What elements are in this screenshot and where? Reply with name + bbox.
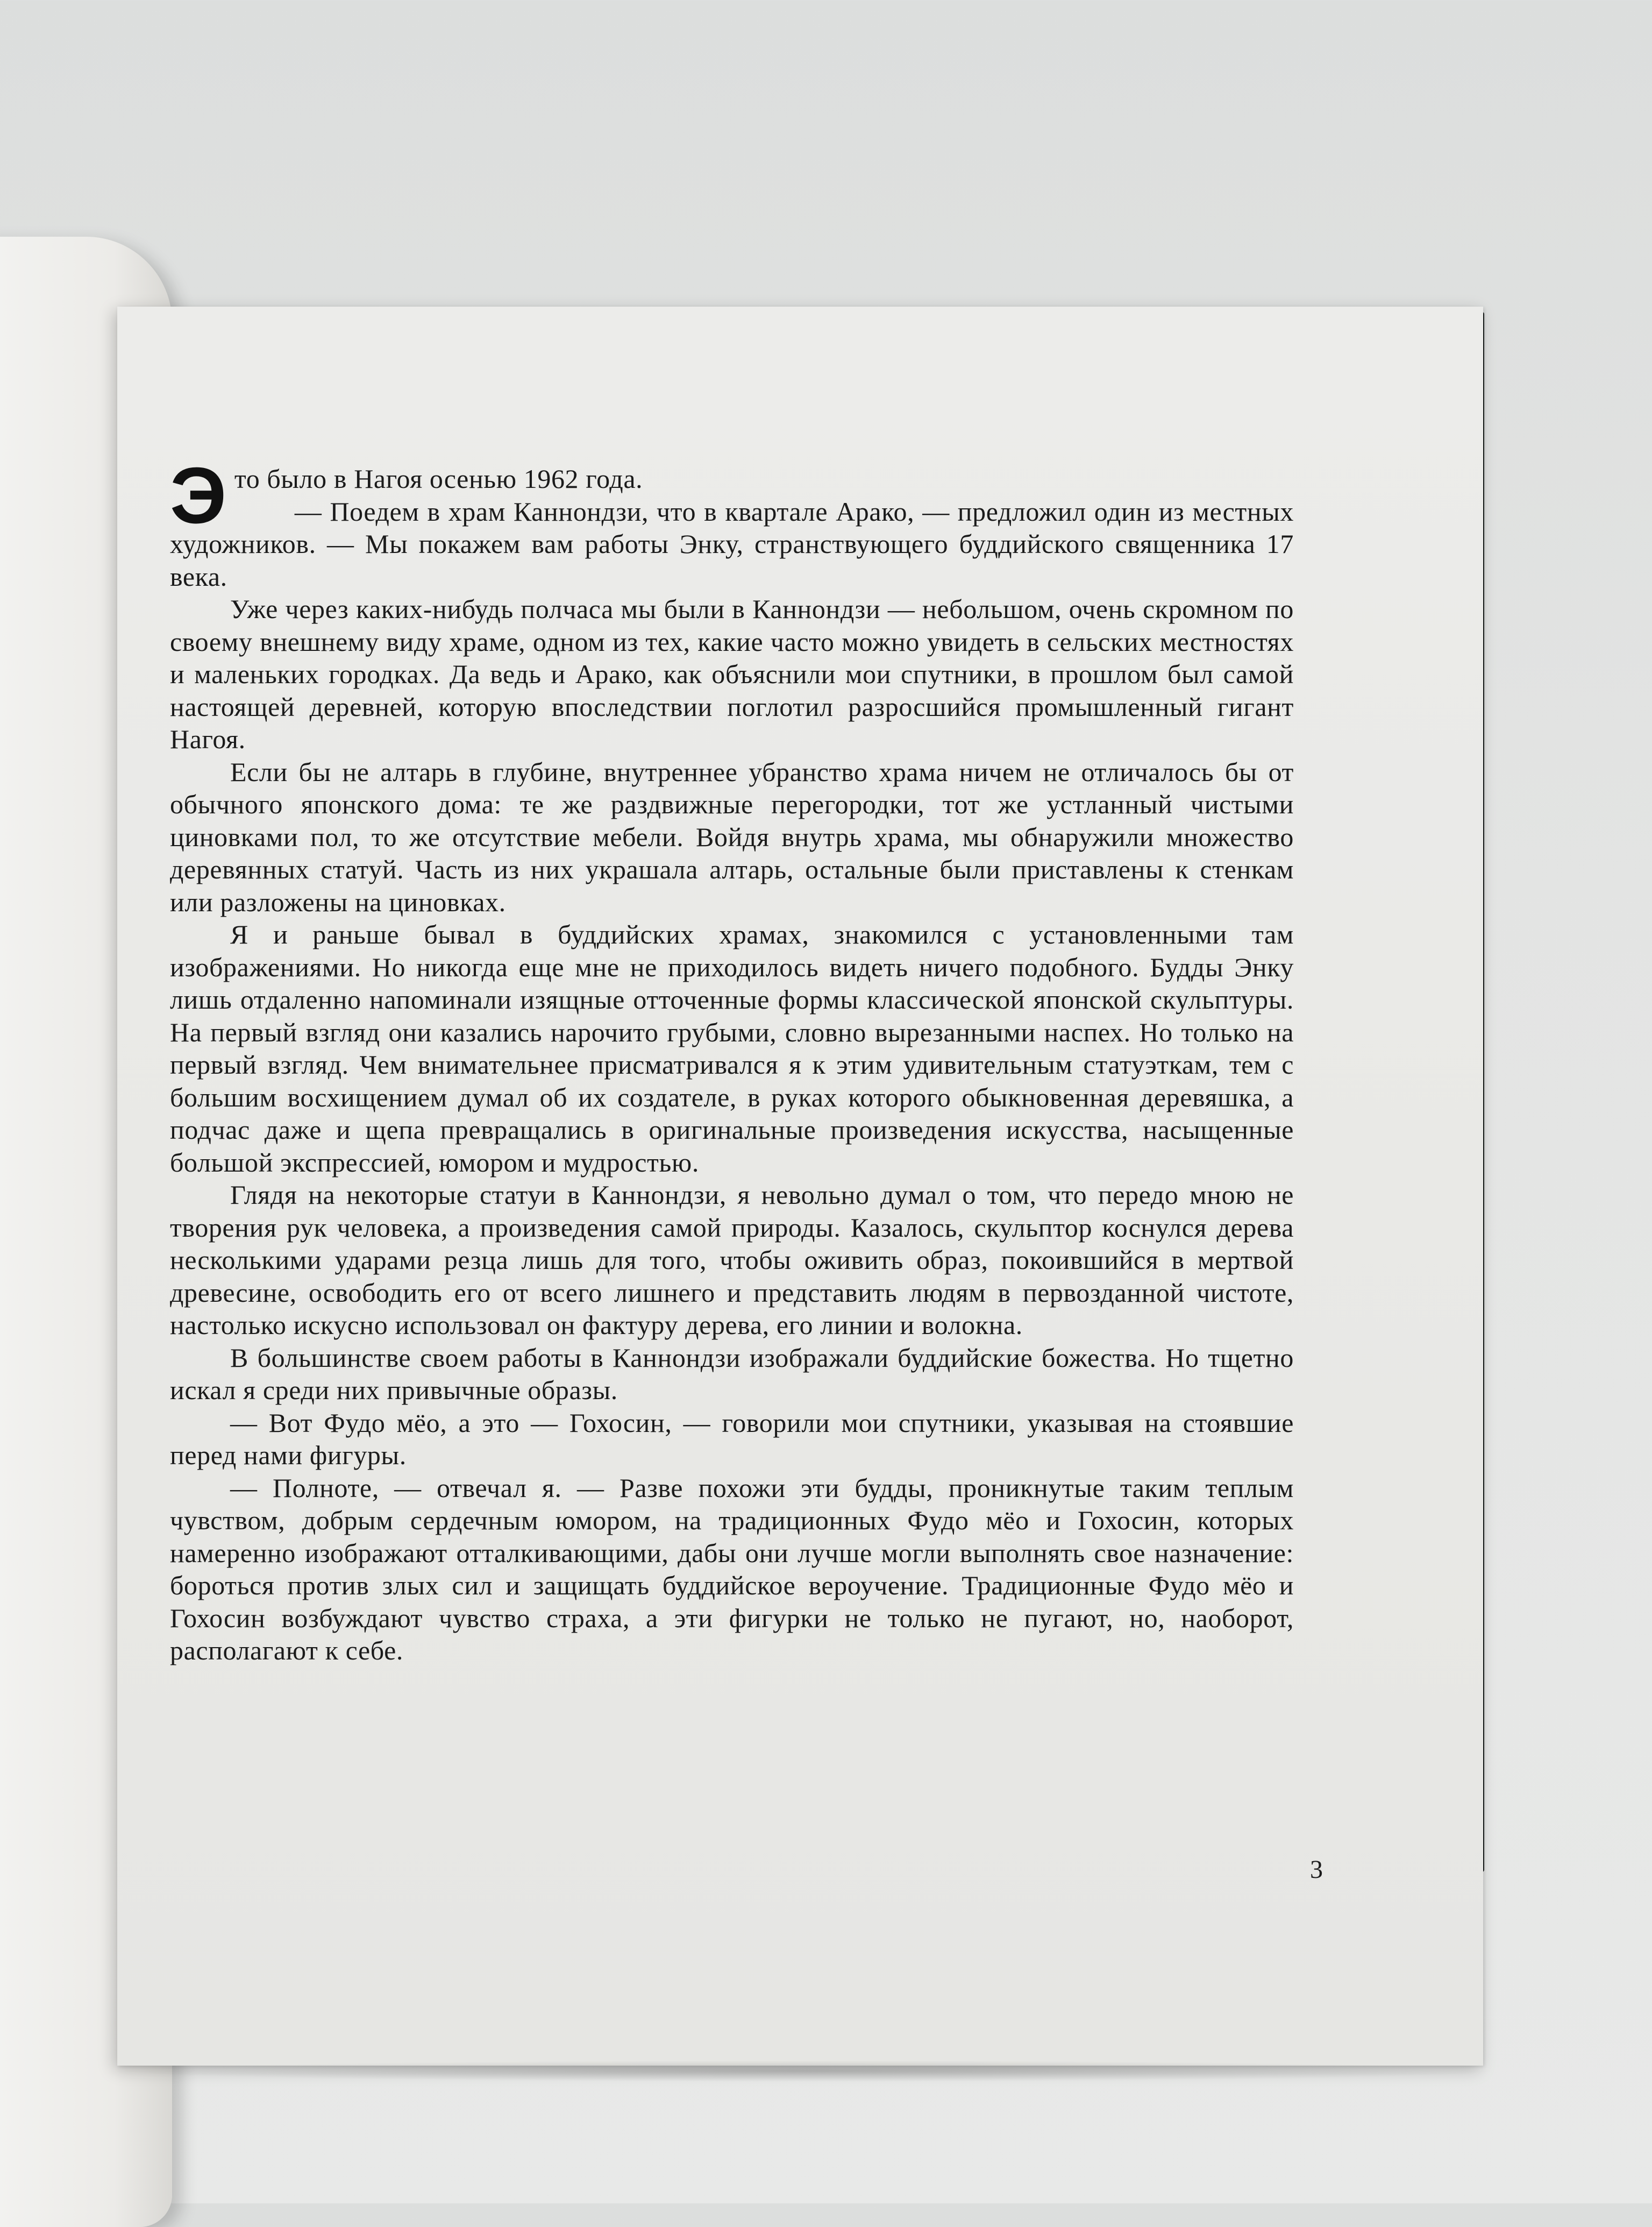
paragraph-1 xyxy=(170,451,1294,540)
page-shadow xyxy=(108,2060,1506,2082)
paragraph-1-text: то было в Нагоя осенью 1962 года. xyxy=(234,464,643,494)
book-page xyxy=(117,307,1483,2066)
paragraph-4: Если бы не алтарь в глубине, внутреннее убранство храма ничем не отличалось бы от обычного японского дома: те же раздвижные перегородки, тот же устланный чистыми циновками пол, то же отсутствие мебели. Войдя внутрь храма, мы обнаружили множество деревянных статуй. Часть из них украшала алтарь, остальные были приставлены к стенкам или разложены на циновках. xyxy=(170,756,1294,917)
paragraph-3: Уже через каких-нибудь полчаса мы были в Каннондзи — небольшом, очень скромном по своему внешнему виду храме, одном из тех, какие часто можно увидеть в сельских местностях и маленьких городках. Да ведь и Арако, как объяснили мои спутники, в прошлом был самой настоящей деревней, которую впоследствии поглотил разросшийся промышленный гигант Нагоя. xyxy=(170,594,1294,754)
paragraph-2: — Поедем в храм Каннондзи, что в квартале Арако, — предложил один из местных художников. — Мы покажем вам работы Энку, странствующего буддийского священника 17 века. xyxy=(170,496,1294,592)
page-number: 3 xyxy=(1310,1855,1323,1884)
paragraph-5: Я и раньше бывал в буддийских храмах, знакомился с установленными там изображениями. Но никогда еще мне не приходилось видеть ничего подобного. Будды Энку лишь отдаленно напоминали изящные отточенные формы классической японской скульптуры. На первый взгляд они казались нарочито грубыми, словно вырезанными наспех. Но только на первый взгляд. Чем внимательнее присматривался я к этим удивительным статуэткам, тем с большим восхищением думал об их создателе, в руках которого обыкновенная деревяшка, а подчас даже и щепа превращались в оригинальные произведения искусства, насыщенные большой экспрессией, юмором и мудростью. xyxy=(170,919,1294,1178)
paragraph-8: — Вот Фудо мёо, а это — Гохосин, — говорили мои спутники, указывая на стоявшие перед нами фигуры. xyxy=(170,1407,1294,1470)
paragraph-7: В большинстве своем работы в Каннондзи изображали буддийские божества. Но тщетно искал я среди них привычные образы. xyxy=(170,1342,1294,1405)
paragraph-6: Глядя на некоторые статуи в Каннондзи, я невольно думал о том, что передо мною не творения рук человека, а произведения самой природы. Казалось, скульптор коснулся дерева несколькими ударами резца лишь для того, чтобы оживить образ, покоившийся в мертвой древесине, освободить его от всего лишнего и представить людям в первозданной чистоте, настолько искусно использовал он фактуру дерева, его линии и волокна. xyxy=(170,1180,1294,1340)
page-text xyxy=(170,451,1294,1667)
paragraph-9: — Полноте, — отвечал я. — Разве похожи эти будды, проникнутые таким теплым чувством, добрым сердечным юмором, на традиционных Фудо мёо и Гохосин, которых намеренно изображают отталкивающими, дабы они лучше могли выполнять свое назначение: бороться против злых сил и защищать буддийское вероучение. Традиционные Фудо мёо и Гохосин возбуждают чувство страха, а эти фигурки не только не пугают, но, наоборот, располагают к себе. xyxy=(170,1472,1294,1665)
drop-cap: Э xyxy=(170,451,227,540)
